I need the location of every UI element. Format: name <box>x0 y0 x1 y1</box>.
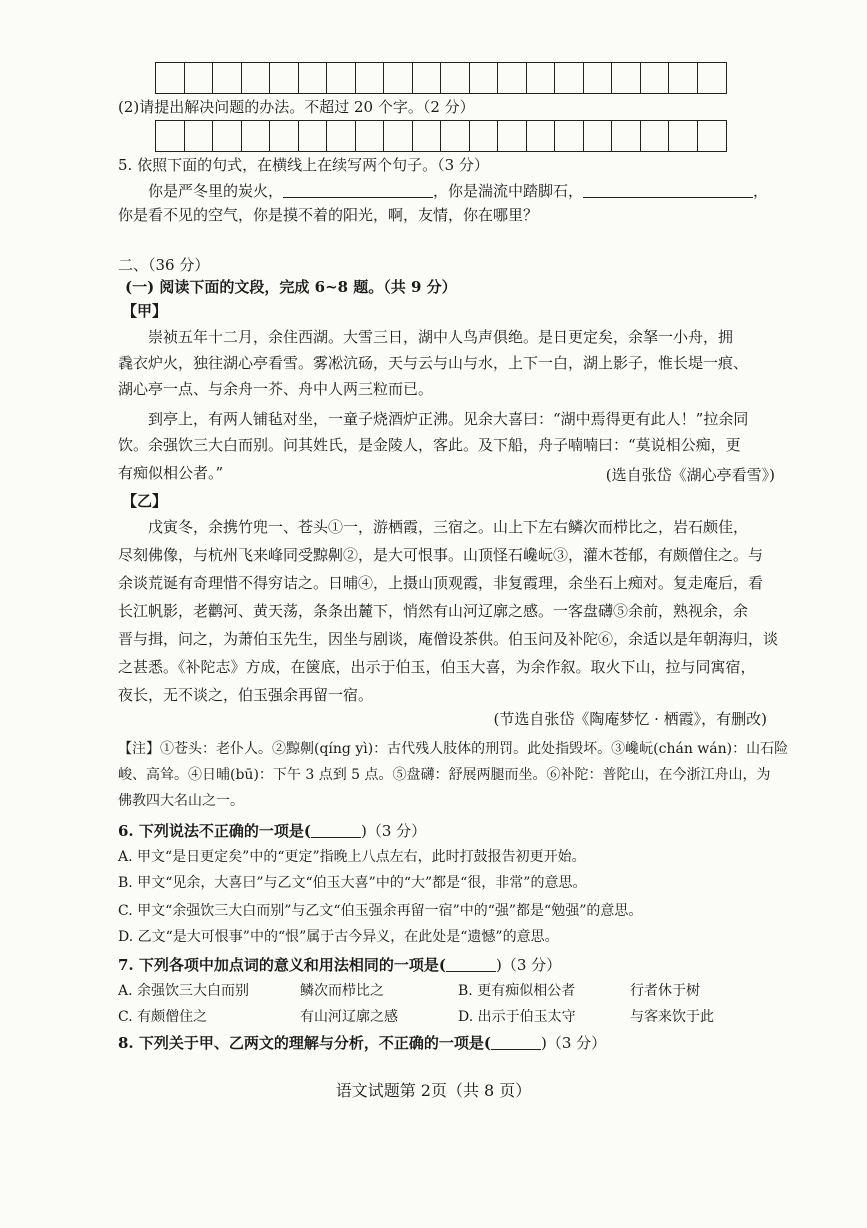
yi-source: (节选自张岱《陶庵梦忆 · 栖霞》，有删改) <box>493 710 767 728</box>
jia-label: 【甲】 <box>122 302 168 320</box>
yi-p1-line-3: 长江帆影，老鹳河、黄天荡，条条出麓下，悄然有山河辽廓之感。一客盘礴⑤余前，熟视余，余 <box>118 602 749 620</box>
q7-b2: 行者休于树 <box>630 983 700 999</box>
yi-p1-line-0: 戊寅冬，余携竹兜一、苍头①一，游栖霞，三宿之。山上下左右鳞次而栉比之，岩石颇佳， <box>148 518 749 536</box>
yi-p1-line-2: 余谈荒诞有奇理惜不得穷诘之。日晡④，上摄山顶观霞，非复霞理，余坐石上痴对。复走庵后，看 <box>118 574 764 592</box>
part1-heading: (一) 阅读下面的文段，完成 6~8 题。（共 9 分） <box>125 278 457 296</box>
yi-p1-line-6: 夜长，无不谈之，伯玉强余再留一宿。 <box>118 686 374 704</box>
q5-line1 <box>118 180 807 202</box>
note-line-1: 峻、高耸。④日晡(bū)：下午 3 点到 5 点。⑤盘礴：舒展两腿而坐。⑥补陀：普陀山，在今浙江舟山，为 <box>118 767 771 783</box>
q5-line1-c: ， <box>753 182 769 200</box>
q8-prompt-a: 8. 下列关于甲、乙两文的理解与分析，不正确的一项是( <box>118 1034 491 1052</box>
q8-prompt-b: )（3 分） <box>540 1034 607 1052</box>
q6-option-d: D. 乙文“是大可恨事”中的“恨”属于古今异义，在此处是“遗憾”的意思。 <box>118 929 559 945</box>
q7-c1: C. 有颇僧住之 <box>118 1009 208 1025</box>
q7-answer-blank[interactable] <box>446 955 496 972</box>
q6-prompt-b: )（3 分） <box>360 822 427 840</box>
q6-option-b: B. 甲文“见余，大喜曰”与乙文“伯玉大喜”中的“大”都是“很，非常”的意思。 <box>118 875 587 891</box>
yi-p1-line-4: 晋与揖，问之，为萧伯玉先生，因坐与剧谈，庵僧设茶供。伯玉问及补陀⑥，余适以是年朝海归，谈 <box>118 630 779 648</box>
q5-line2: 你是看不见的空气，你是摸不着的阳光，啊，友情，你在哪里？ <box>118 206 539 224</box>
note-line-2: 佛教四大名山之一。 <box>118 793 244 809</box>
q7-a2: 鳞次而栉比之 <box>300 983 384 999</box>
yi-p1-line-5: 之甚悉。《补陀志》方成，在箧底，出示于伯玉，伯玉大喜，为余作叙。取火下山，拉与同寓宿， <box>118 658 756 676</box>
answer-grid-1[interactable] <box>155 62 727 94</box>
q5-prompt: 5. 依照下面的句式，在横线上在续写两个句子。（3 分） <box>118 156 489 174</box>
q7-b1: B. 更有痴似相公者 <box>458 983 576 999</box>
q6-option-a: A. 甲文“是日更定矣”中的“更定”指晚上八点左右，此时打鼓报告初更开始。 <box>118 849 586 865</box>
q6-answer-blank[interactable] <box>311 821 361 838</box>
jia-p2-line-1: 饮。余强饮三大白而别。问其姓氏，是金陵人，客此。及下船，舟子喃喃曰：“莫说相公痴，更 <box>118 436 741 454</box>
q7-prompt <box>118 954 807 976</box>
jia-source: (选自张岱《湖心亭看雪》) <box>605 466 775 484</box>
q5-line1-b: ，你是湍流中踏脚石， <box>433 182 584 200</box>
section2-header: 二、（36 分） <box>118 256 210 274</box>
q5-line1-a: 你是严冬里的炭火， <box>148 182 284 200</box>
jia-p2-line-0: 到亭上，有两人铺毡对坐，一童子烧酒炉正沸。见余大喜曰：“湖中焉得更有此人！”拉余同 <box>148 410 749 428</box>
note-line-0: 【注】①苍头：老仆人。②黥劓(qíng yì)：古代残人肢体的刑罚。此处指毁坏。③巉岏(chán wán)：山石险 <box>118 741 789 757</box>
answer-grid-2[interactable] <box>155 120 727 152</box>
q7-c2: 有山河辽廓之感 <box>300 1009 398 1025</box>
jia-p1-line-2: 湖心亭一点、与余舟一芥、舟中人两三粒而已。 <box>118 380 434 398</box>
q8-prompt <box>118 1032 807 1054</box>
yi-label: 【乙】 <box>122 492 168 510</box>
q7-d2: 与客来饮于此 <box>630 1009 714 1025</box>
q6-prompt <box>118 820 807 842</box>
q7-d1: D. 出示于伯玉太守 <box>458 1009 576 1025</box>
q5-blank-1[interactable] <box>283 181 433 198</box>
jia-p1-line-1: 毳衣炉火，独往湖心亭看雪。雾凇沆砀，天与云与山与水，上下一白，湖上影子，惟长堤一痕、 <box>118 354 749 372</box>
q5-blank-2[interactable] <box>583 181 753 198</box>
page-footer: 语文试题第 2页（共 8 页） <box>335 1081 532 1100</box>
q7-prompt-a: 7. 下列各项中加点词的意义和用法相同的一项是( <box>118 956 446 974</box>
q6-prompt-a: 6. 下列说法不正确的一项是( <box>118 822 311 840</box>
q4-2-prompt: (2)请提出解决问题的办法。不超过 20 个字。（2 分） <box>118 98 475 116</box>
q7-prompt-b: )（3 分） <box>495 956 562 974</box>
jia-p1-line-0: 崇祯五年十二月，余住西湖。大雪三日，湖中人鸟声俱绝。是日更定矣，余拏一小舟，拥 <box>148 328 734 346</box>
q7-a1: A. 余强饮三大白而别 <box>118 983 250 999</box>
yi-p1-line-1: 尽刻佛像，与杭州飞来峰同受黥劓②，是大可恨事。山顶怪石巉岏③，灌木苍郁，有颇僧住之。与 <box>118 546 764 564</box>
q6-option-c: C. 甲文“余强饮三大白而别”与乙文“伯玉强余再留一宿”中的“强”都是“勉强”的意思。 <box>118 903 643 919</box>
q8-answer-blank[interactable] <box>491 1033 541 1050</box>
jia-p2-line-2: 有痴似相公者。” <box>118 464 224 482</box>
